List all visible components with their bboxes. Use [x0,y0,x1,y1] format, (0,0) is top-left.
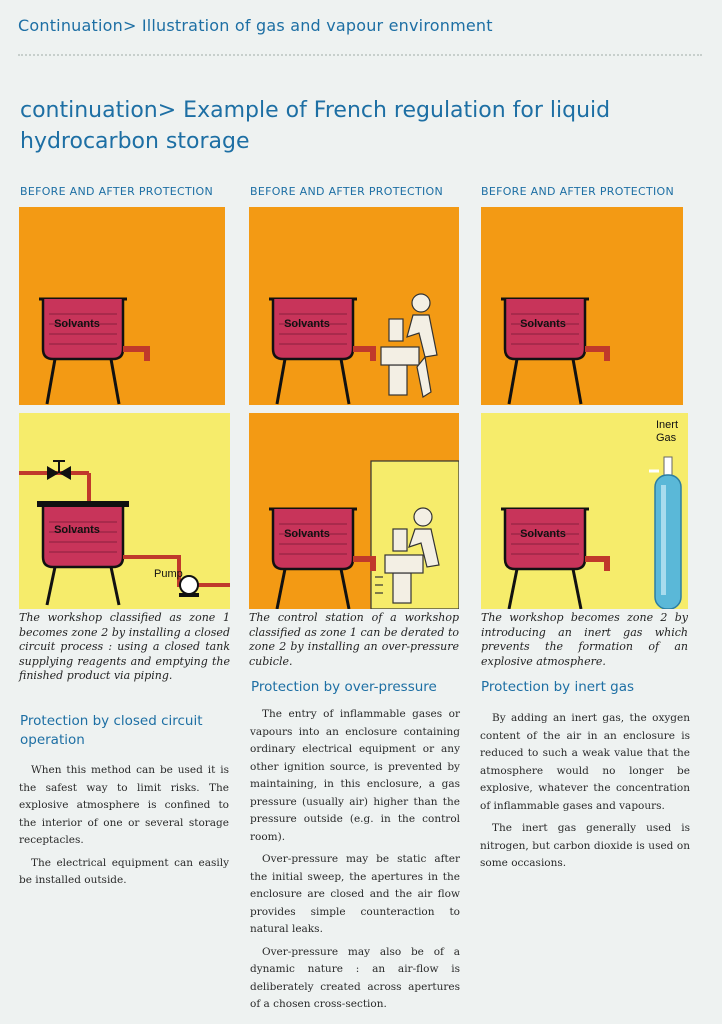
column-2-heading: BEFORE AND AFTER PROTECTION [250,185,443,198]
paragraph: Over-pressure may also be of a dynamic nature : an air-flow is deliberately created across apertures of a chosen cross-section. [250,945,460,1010]
subheading-2: Protection by over-pressure [251,679,437,695]
tank-label: Solvants [54,524,100,536]
page-header: Continuation> Illustration of gas and vapour environment [18,16,493,35]
column-3-heading: BEFORE AND AFTER PROTECTION [481,185,674,198]
body-3 [480,710,690,878]
inert-gas-label [656,419,678,445]
panel-3-before [481,207,683,405]
paragraph: By adding an inert gas, the oxygen content of the air in an enclosure is reduced to such a weak value that the atmosphere would no longer be explosive, whatever the concentration of inflammable gases and vapours. [480,712,690,812]
inert-gas-label-line2: Gas [656,432,677,444]
paragraph: When this method can be used it is the safest way to limit risks. The explosive atmosphere is confined to the interior of one or several storage receptacles. [19,764,229,846]
panel-2-before [249,207,459,405]
tank-label: Solvants [54,318,100,330]
solvent-tank [39,299,147,404]
paragraph: The inert gas generally used is nitrogen, but carbon dioxide is used on some occasions. [480,822,690,869]
caption-2: The control station of a workshop classified as zone 1 can be derated to zone 2 by installing an over-pressure cubicle. [249,611,459,668]
body-2 [250,706,460,1019]
closed-tank [37,501,230,605]
panel-1-before [19,207,225,405]
over-pressure-cubicle-illustration [249,413,459,609]
tank-illustration [481,207,683,405]
tank-label: Solvants [284,318,330,330]
body-1 [19,762,229,895]
page-title: continuation> Example of French regulation for liquid hydrocarbon storage [20,98,611,154]
supply-pipe [19,461,89,501]
tank-label: Solvants [520,318,566,330]
subheading-3: Protection by inert gas [481,679,635,695]
operator-figure [381,294,437,397]
paragraph: The electrical equipment can easily be installed outside. [19,856,229,886]
panel-2-after [249,413,459,609]
caption-1: The workshop classified as zone 1 becomes zone 2 by installing a closed circuit process : using a closed tank supplying reagents and emptying the finished product via piping. [19,611,230,682]
panel-1-after [19,413,230,609]
control-station-illustration [249,207,459,405]
pump-label: Pump [154,568,183,580]
paragraph: The entry of inflammable gases or vapours into an enclosure containing ordinary electrical equipment or any other ignition source, is prevented by maintaining, in this enclosure, a gas pressure (usually air) higher than the pressure outside (e.g. in the control room). [250,708,460,843]
tank-label: Solvants [284,528,330,540]
dotted-divider [18,54,702,56]
column-1-heading: BEFORE AND AFTER PROTECTION [20,185,213,198]
subheading-1: Protection by closed circuit operation [20,713,203,748]
tank-illustration [19,207,225,405]
paragraph: Over-pressure may be static after the initial sweep, the apertures in the enclosure are closed and the air flow provides simple counteraction to natural leaks. [250,853,460,935]
caption-3: The workshop becomes zone 2 by introducing an inert gas which prevents the formation of an explosive atmosphere. [481,611,688,668]
gas-bottle-icon [649,457,681,609]
inert-gas-label-line1: Inert [656,419,679,431]
closed-circuit-illustration [19,413,230,609]
tank-label: Solvants [520,528,566,540]
